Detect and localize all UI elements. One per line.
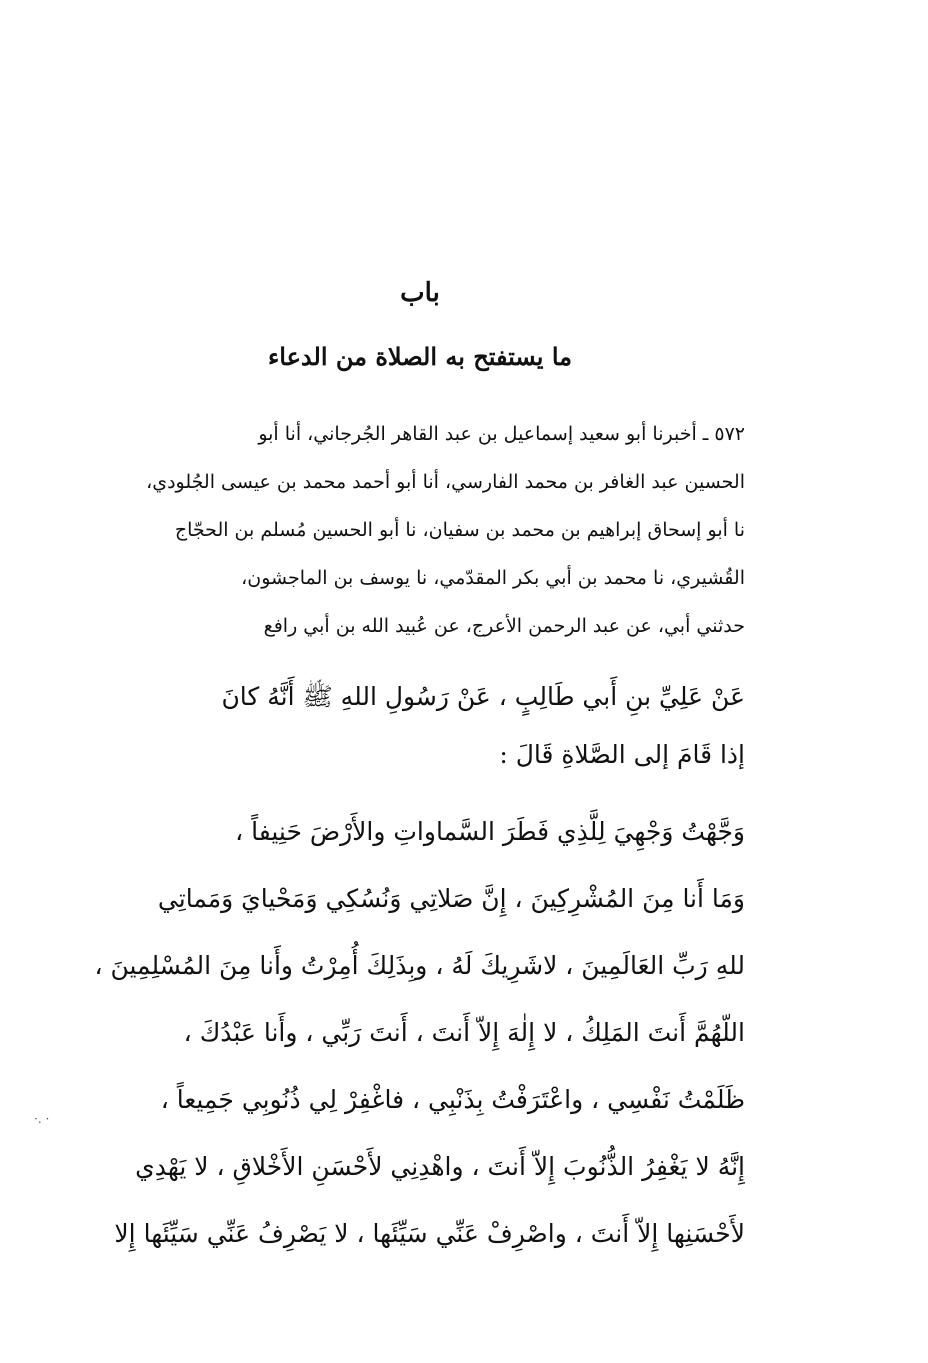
dua-line: للهِ رَبِّ العَالَمِينَ ، لاشَرِيكَ لَهُ ، وبِذَلِكَ أُمِرْتُ وأَنا مِنَ المُسْلِمِينَ ، bbox=[94, 951, 745, 980]
dua-line: وَجَّهْتُ وَجْهِيَ لِلَّذِي فَطَرَ السَّماواتِ والأَرْضَ حَنِيفاً ، bbox=[235, 817, 745, 846]
isnad-paragraph bbox=[95, 410, 745, 650]
dua-line: إِنَّهُ لا يَغْفِرُ الذُّنُوبَ إِلاّ أَنتَ ، واهْدِنِي لأَحْسَنِ الأَخْلاقِ ، لا يَهْدِي bbox=[135, 1152, 745, 1181]
dua-line: اللّهُمَّ أَنتَ المَلِكُ ، لا إِلٰهَ إِلاّ أَنتَ ، أَنتَ رَبِّي ، وأَنا عَبْدُكَ ، bbox=[183, 1018, 745, 1047]
chapter-heading: باب bbox=[400, 278, 440, 308]
chapter-title: ما يستفتح به الصلاة من الدعاء bbox=[267, 342, 572, 371]
dua-line: ظَلَمْتُ نَفْسِي ، واعْتَرَفْتُ بِذَنْبِي ، فاغْفِرْ لِي ذُنُوبِي جَمِيعاً ، bbox=[160, 1085, 745, 1114]
isnad-line: حدثني أبي، عن عبد الرحمن الأعرج، عن عُبيد الله بن أبي رافع bbox=[263, 615, 745, 637]
isnad-line: الحسين عبد الغافر بن محمد الفارسي، أنا أبو أحمد محمد بن عيسى الجُلودي، bbox=[146, 471, 745, 493]
margin-mark: ·. · bbox=[34, 1112, 50, 1126]
intro-line: إذا قَامَ إلى الصَّلاةِ قَالَ : bbox=[499, 740, 745, 769]
dua-line: لأَحْسَنِها إِلاّ أَنتَ ، واصْرِفْ عَنِّي سَيِّئَها ، لا يَصْرِفُ عَنِّي سَيِّئَها إِلا bbox=[114, 1219, 745, 1248]
intro-line: عَنْ عَلِيِّ بنِ أَبي طَالِبٍ ، عَنْ رَسُولِ اللهِ ﷺ أَنَّهُ كانَ bbox=[221, 682, 745, 711]
isnad-line: ٥٧٢ ـ أخبرنا أبو سعيد إسماعيل بن عبد القاهر الجُرجاني، أنا أبو bbox=[258, 423, 745, 445]
dua-text bbox=[82, 798, 745, 1267]
isnad-line: نا أبو إسحاق إبراهيم بن محمد بن سفيان، نا أبو الحسين مُسلم بن الحجّاج bbox=[174, 519, 745, 541]
dua-line: وَمَا أَنا مِنَ المُشْرِكِينَ ، إِنَّ صَلاتِي وَنُسُكِي وَمَحْيايَ وَمَماتِي bbox=[157, 884, 745, 913]
isnad-line: القُشيري، نا محمد بن أبي بكر المقدّمي، نا يوسف بن الماجشون، bbox=[241, 567, 745, 589]
hadith-intro bbox=[90, 668, 745, 784]
